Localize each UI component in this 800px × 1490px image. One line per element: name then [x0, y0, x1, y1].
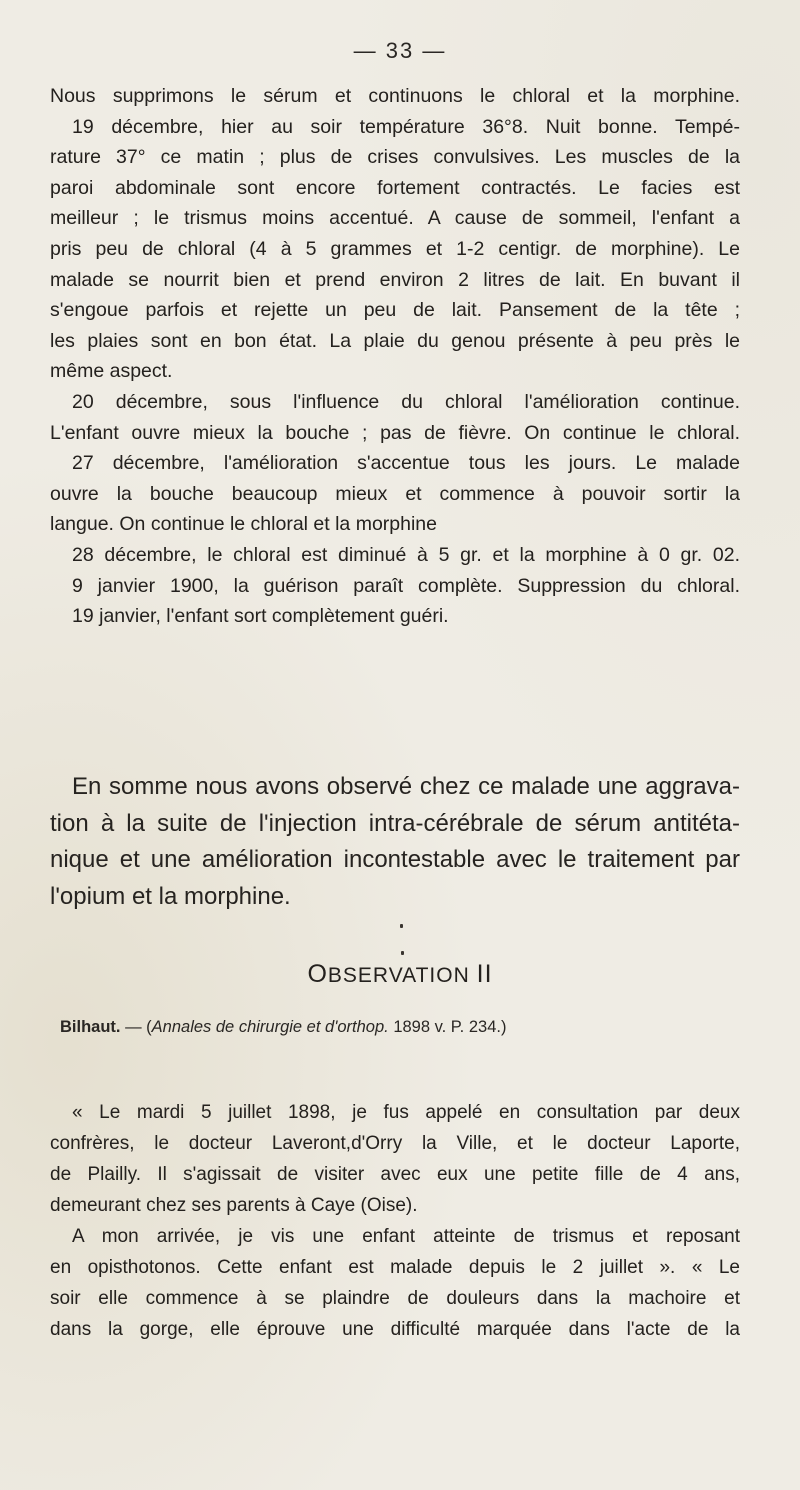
text-line: dans la gorge, elle éprouve une difficulté marquée dans l'acte de la — [50, 1319, 740, 1340]
text-line: En somme nous avons observé chez ce malade une aggrava- — [72, 773, 740, 800]
text-line: malade se nourrit bien et prend environ 2 litres de lait. En buvant il — [50, 268, 740, 291]
text-line: s'engoue parfois et rejette un peu de lait. Pansement de la tête ; — [50, 299, 740, 322]
clinical-notes — [50, 81, 740, 632]
text-line: L'enfant ouvre mieux la bouche ; pas de fièvre. On continue le chloral. — [50, 421, 740, 444]
text-line: de Plailly. Il s'agissait de visiter avec eux une petite fille de 4 ans, — [50, 1164, 740, 1185]
text-line: tion à la suite de l'injection intra-cérébrale de sérum antitéta- — [50, 809, 740, 837]
case-quotation — [50, 1097, 740, 1345]
text-line: meilleur ; le trismus moins accentué. A cause de sommeil, l'enfant a — [50, 207, 740, 230]
text-line: les plaies sont en bon état. La plaie du genou présente à peu près le — [50, 329, 740, 352]
text-line: demeurant chez ses parents à Caye (Oise). — [50, 1195, 418, 1216]
page-number: — 33 — — [353, 38, 447, 63]
bibliographic-reference — [60, 1018, 740, 1037]
reference-details: 1898 v. P. 234.) — [388, 1018, 507, 1036]
text-line: langue. On continue le chloral et la morphine — [50, 513, 437, 536]
text-line: en opisthotonos. Cette enfant est malade depuis le 2 juillet ». « Le — [50, 1257, 740, 1278]
text-line: 9 janvier 1900, la guérison paraît complète. Suppression du chloral. — [72, 574, 740, 597]
text-line: rature 37° ce matin ; plus de crises convulsives. Les muscles de la — [50, 146, 740, 169]
reference-journal: Annales de chirurgie et d'orthop. — [151, 1018, 389, 1036]
text-line: même aspect. — [50, 360, 173, 383]
text-line: « Le mardi 5 juillet 1898, je fus appelé en consultation par deux — [72, 1102, 740, 1123]
text-line: soir elle commence à se plaindre de douleurs dans la machoire et — [50, 1288, 740, 1309]
text-line: 20 décembre, sous l'influence du chloral l'amélioration continue. — [72, 390, 740, 413]
ink-speck — [401, 951, 404, 955]
heading-smallcaps: BSERVATION — [327, 964, 470, 987]
text-line: 19 janvier, l'enfant sort complètement guéri. — [72, 605, 449, 628]
text-line: 19 décembre, hier au soir température 36°8. Nuit bonne. Tempé- — [72, 115, 740, 138]
text-line: A mon arrivée, je vis une enfant atteinte de trismus et reposant — [72, 1226, 740, 1247]
observation-heading — [0, 960, 800, 989]
text-line: l'opium et la morphine. — [50, 882, 291, 910]
summary-paragraph — [50, 769, 740, 915]
text-line: confrères, le docteur Laveront,d'Orry la Ville, et le docteur Laporte, — [50, 1133, 740, 1154]
text-line: nique et une amélioration incontestable avec le traitement par — [50, 846, 740, 873]
heading-initial: O — [307, 960, 328, 988]
ink-speck — [400, 924, 403, 928]
text-line: Nous supprimons le sérum et continuons le chloral et la morphine. — [50, 85, 740, 107]
text-line: 27 décembre, l'amélioration s'accentue tous les jours. Le malade — [72, 452, 740, 475]
reference-dash: — ( — [120, 1018, 152, 1036]
text-line: paroi abdominale sont encore fortement contractés. Le facies est — [50, 176, 740, 199]
heading-numeral: II — [476, 960, 493, 988]
reference-author: Bilhaut. — [60, 1018, 121, 1036]
text-line: 28 décembre, le chloral est diminué à 5 gr. et la morphine à 0 gr. 02. — [72, 543, 740, 566]
text-line: ouvre la bouche beaucoup mieux et commence à pouvoir sortir la — [50, 482, 740, 505]
text-line: pris peu de chloral (4 à 5 grammes et 1-2 centigr. de morphine). Le — [50, 237, 740, 260]
